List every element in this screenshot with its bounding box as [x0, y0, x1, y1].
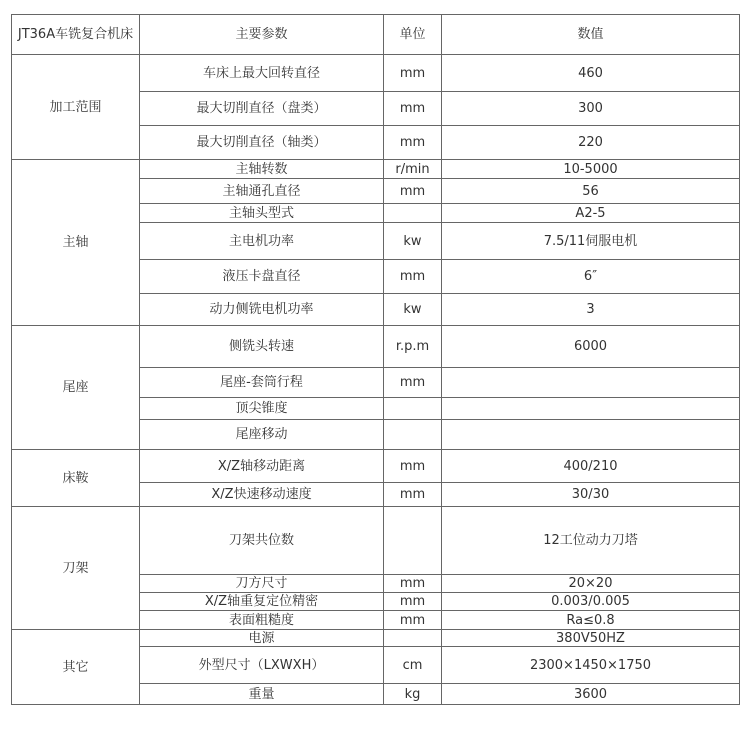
value-cell: 6000 — [442, 326, 740, 368]
value-cell: 56 — [442, 179, 740, 204]
unit-cell: kw — [384, 223, 442, 260]
param-cell: 主轴头型式 — [140, 204, 384, 223]
value-cell: 30/30 — [442, 483, 740, 507]
unit-cell: mm — [384, 126, 442, 160]
group-name: 床鞍 — [12, 450, 140, 507]
spec-row — [12, 507, 740, 575]
param-cell: 表面粗糙度 — [140, 611, 384, 630]
value-cell: 0.003/0.005 — [442, 593, 740, 611]
header-param: 主要参数 — [140, 15, 384, 55]
param-cell: 主轴转数 — [140, 160, 384, 179]
param-cell: X/Z轴移动距离 — [140, 450, 384, 483]
value-cell: 460 — [442, 55, 740, 92]
unit-cell: mm — [384, 611, 442, 630]
spec-row — [12, 160, 740, 179]
unit-cell: mm — [384, 593, 442, 611]
unit-cell: mm — [384, 260, 442, 294]
param-cell: 最大切削直径（盘类） — [140, 92, 384, 126]
spec-row — [12, 326, 740, 368]
value-cell: 7.5/11伺服电机 — [442, 223, 740, 260]
param-cell: 顶尖锥度 — [140, 398, 384, 420]
param-cell: 液压卡盘直径 — [140, 260, 384, 294]
unit-cell: kw — [384, 294, 442, 326]
param-cell: 重量 — [140, 684, 384, 705]
unit-cell: mm — [384, 450, 442, 483]
spec-table — [11, 14, 740, 705]
header-value: 数值 — [442, 15, 740, 55]
param-cell: 侧铣头转速 — [140, 326, 384, 368]
param-cell: 最大切削直径（轴类） — [140, 126, 384, 160]
group-name: 加工范围 — [12, 55, 140, 160]
param-cell: X/Z轴重复定位精密 — [140, 593, 384, 611]
unit-cell — [384, 204, 442, 223]
value-cell — [442, 368, 740, 398]
unit-cell — [384, 507, 442, 575]
value-cell: 10-5000 — [442, 160, 740, 179]
param-cell: 刀架共位数 — [140, 507, 384, 575]
group-name: 其它 — [12, 630, 140, 705]
value-cell: 20×20 — [442, 575, 740, 593]
unit-cell: mm — [384, 179, 442, 204]
unit-cell: mm — [384, 483, 442, 507]
spec-row — [12, 450, 740, 483]
unit-cell: mm — [384, 55, 442, 92]
param-cell: 外型尺寸（LXWXH） — [140, 647, 384, 684]
value-cell: Ra≤0.8 — [442, 611, 740, 630]
unit-cell — [384, 630, 442, 647]
value-cell: 12工位动力刀塔 — [442, 507, 740, 575]
param-cell: 动力侧铣电机功率 — [140, 294, 384, 326]
unit-cell: kg — [384, 684, 442, 705]
value-cell: 6″ — [442, 260, 740, 294]
spec-row — [12, 630, 740, 647]
param-cell: 刀方尺寸 — [140, 575, 384, 593]
value-cell: 3 — [442, 294, 740, 326]
value-cell — [442, 420, 740, 450]
unit-cell: mm — [384, 368, 442, 398]
param-cell: X/Z快速移动速度 — [140, 483, 384, 507]
value-cell: 2300×1450×1750 — [442, 647, 740, 684]
param-cell: 车床上最大回转直径 — [140, 55, 384, 92]
group-name: 尾座 — [12, 326, 140, 450]
value-cell: 380V50HZ — [442, 630, 740, 647]
param-cell: 主轴通孔直径 — [140, 179, 384, 204]
value-cell: 220 — [442, 126, 740, 160]
header-row — [12, 15, 740, 55]
spec-row — [12, 55, 740, 92]
value-cell: 300 — [442, 92, 740, 126]
param-cell: 电源 — [140, 630, 384, 647]
param-cell: 尾座移动 — [140, 420, 384, 450]
unit-cell — [384, 398, 442, 420]
value-cell: 400/210 — [442, 450, 740, 483]
value-cell — [442, 398, 740, 420]
group-name: 刀架 — [12, 507, 140, 630]
param-cell: 主电机功率 — [140, 223, 384, 260]
machine-title: JT36A车铣复合机床 — [12, 15, 140, 55]
unit-cell: mm — [384, 92, 442, 126]
unit-cell — [384, 420, 442, 450]
unit-cell: r.p.m — [384, 326, 442, 368]
value-cell: A2-5 — [442, 204, 740, 223]
param-cell: 尾座-套筒行程 — [140, 368, 384, 398]
header-unit: 单位 — [384, 15, 442, 55]
unit-cell: mm — [384, 575, 442, 593]
unit-cell: cm — [384, 647, 442, 684]
group-name: 主轴 — [12, 160, 140, 326]
unit-cell: r/min — [384, 160, 442, 179]
value-cell: 3600 — [442, 684, 740, 705]
